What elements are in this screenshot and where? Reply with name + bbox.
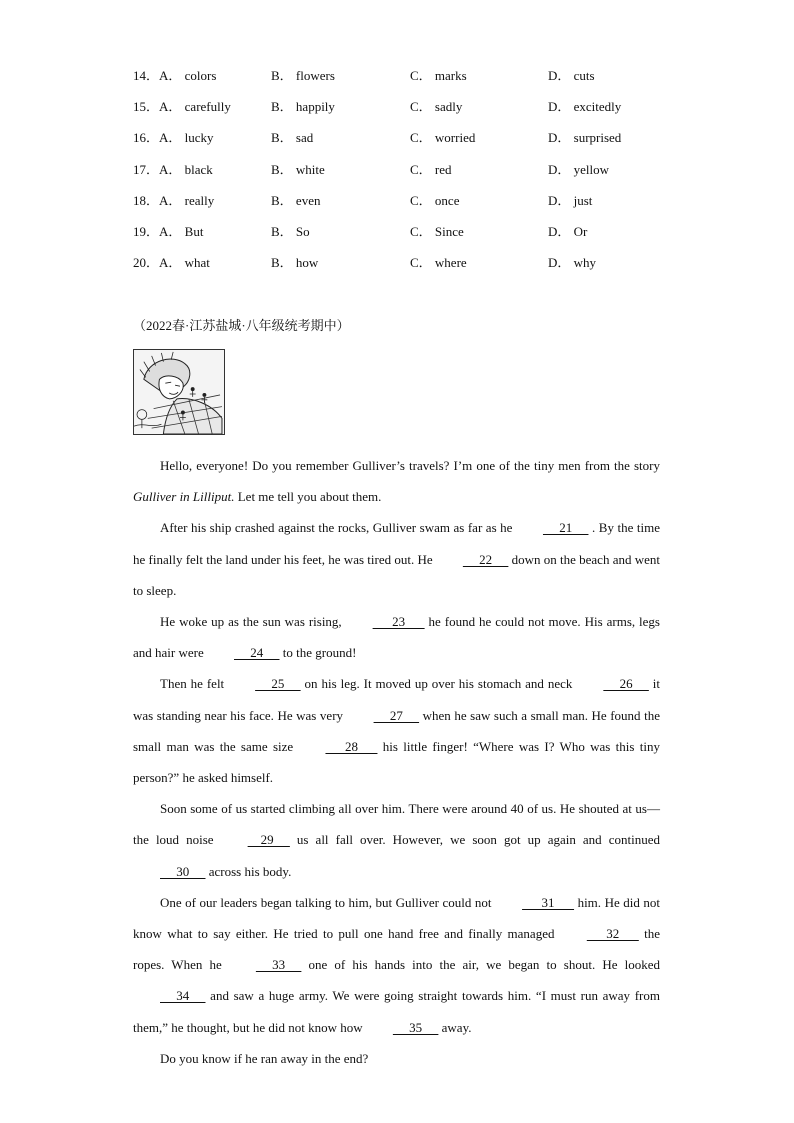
option-b: B． happily [271,99,335,115]
question-20-options [133,253,673,284]
gulliver-illustration [133,349,225,435]
option-b: B． how [271,255,319,271]
reading-passage [133,450,660,1074]
option-b: B． even [271,192,321,208]
gulliver-drawing-icon [134,350,224,434]
question-18-options [133,191,673,222]
paragraph-2: After his ship crashed against the rocks, Gulliver swam as far as he 21 . By the time he finally felt the land under his feet, he was tired out. He 22 down on the beach and went to sleep. [133,512,660,606]
blank-35[interactable]: 35 [392,1019,439,1035]
option-a: 15．A． carefully [133,99,231,115]
blank-27[interactable]: 27 [373,707,420,723]
paragraph-3: He woke up as the sun was rising, 23 he found he could not move. His arms, legs and hair were 24 to the ground! [133,606,660,668]
question-14-options [133,66,673,97]
paragraph-1: Hello, everyone! Do you remember Gulliver’s travels? I’m one of the tiny men from the story Gulliver in Lilliput. Let me tell you about them. [133,458,660,505]
option-c: C． Since [410,223,464,239]
question-19-options [133,222,673,253]
option-a: 16．A． lucky [133,130,214,146]
option-d: D． why [548,255,597,271]
option-d: D． yellow [548,161,610,177]
option-c: C． sadly [410,99,463,115]
option-a: 17．A． black [133,161,213,177]
option-d: D． excitedly [548,99,622,115]
option-c: C． worried [410,130,476,146]
blank-21[interactable]: 21 [542,520,589,536]
option-d: D． Or [548,223,588,239]
option-b: B． sad [271,130,314,146]
blank-30[interactable]: 30 [160,863,206,879]
source-citation: （2022春·江苏盐城·八年级统考期中） [133,318,350,333]
option-c: C． where [410,255,467,271]
blank-26[interactable]: 26 [603,676,649,692]
option-a: 20．A． what [133,255,210,271]
option-c: C． marks [410,68,467,83]
option-d: D． surprised [548,130,622,146]
option-c: C． once [410,192,460,208]
question-15-options [133,97,673,128]
blank-34[interactable]: 34 [160,988,206,1004]
paragraph-4: Then he felt 25 on his leg. It moved up over his stomach and neck 26 it was standing near his face. He was very 27 when he saw such a small man. He found the small man was the same size 28 his little finger! “Where was I? Who was this tiny person?” he asked himself. [133,668,660,793]
option-c: C． red [410,161,452,177]
option-a: 19．A． But [133,223,204,239]
story-title: Gulliver in Lilliput. [133,489,235,505]
blank-23[interactable]: 23 [372,614,425,630]
answer-options [133,66,673,284]
blank-28[interactable]: 28 [325,738,378,754]
paragraph-6: One of our leaders began talking to him, but Gulliver could not 31 him. He did not know what to say either. He tried to pull one hand free and finally managed 32 the ropes. When he 33 one of his hands into the air, we began to shout. He looked 34 and saw a huge army. We were going straight towards him. “I must run away from them,” he thought, but he did not know how 35 away. [133,887,660,1043]
option-b: B． white [271,161,325,177]
option-b: B． So [271,223,310,239]
option-a: 14．A． colors [133,68,217,83]
option-d: D． just [548,192,593,208]
option-a: 18．A． really [133,192,215,208]
question-17-options [133,160,673,191]
blank-25[interactable]: 25 [255,676,301,692]
blank-33[interactable]: 33 [255,957,302,973]
blank-22[interactable]: 22 [462,551,509,567]
question-16-options [133,128,673,159]
blank-32[interactable]: 32 [586,926,639,942]
option-b: B． flowers [271,68,335,83]
blank-29[interactable]: 29 [247,832,290,848]
paragraph-7: Do you know if he ran away in the end? [160,1050,369,1066]
paragraph-5: Soon some of us started climbing all over him. There were around 40 of us. He shouted at us—the loud noise 29 us all fall over. However, we soon got up again and continued 30 across his body. [133,793,660,887]
blank-24[interactable]: 24 [234,645,280,661]
blank-31[interactable]: 31 [522,894,575,910]
option-d: D． cuts [548,68,595,83]
